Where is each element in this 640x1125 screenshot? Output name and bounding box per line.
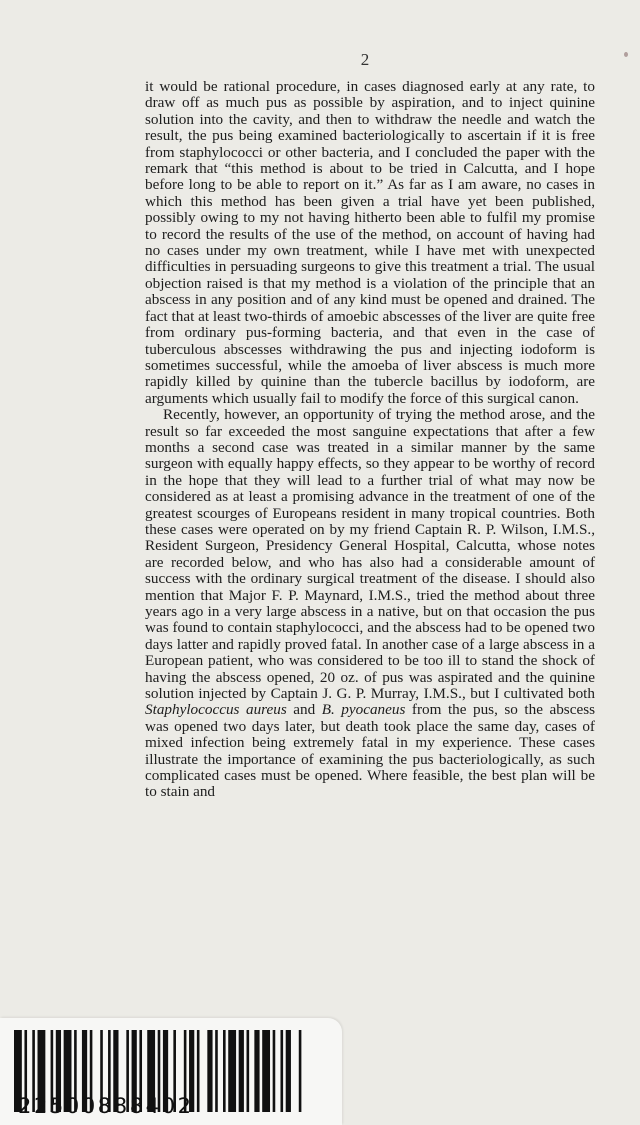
connector-text: and [286, 701, 322, 719]
page-number: 2 [360, 50, 370, 69]
italic-term-pyocaneus: B. pyocaneus [321, 701, 406, 719]
italic-term-staphylococcus: Staphylococcus aureus [145, 701, 287, 719]
paragraph-2 [145, 407, 595, 801]
barcode-number: 22500888402 [18, 1094, 194, 1118]
paragraph-2-start: Recently, however, an opportunity of trying the method arose, and the result so far exceeded the most sanguine expectations that after a few months a second case was treated in a similar manner by the same surgeon with equally happy effects, so they appear to be worthy of record in the hope that they will lead to a further trial of what may now be considered as at least a promising advance in the treatment of one of the greatest scourges of Europeans resident in many tropical countries. Both these cases were operated on by my friend Captain R. P. Wilson, I.M.S., Resident Surgeon, Presidency General Hospital, Calcutta, whose notes are recorded below, and who has also had a considerable amount of success with the ordinary surgical treatment of the disease. I should also mention that Major F. P. Maynard, I.M.S., tried the method about three years ago in a very large abscess in a native, but on that occasion the pus was found to contain staphylococci, and the abscess had to be opened two days latter and rapidly proved fatal. In another case of a large abscess in a European patient, who was considered to be too ill to stand the shock of having the abscess opened, 20 oz. of pus was aspirated and the quinine solution injected by Captain J. G. P. Murray, I.M.S., but I cultivated both [145, 406, 595, 703]
paper-speck [624, 52, 628, 57]
paragraph-1: it would be rational procedure, in cases diagnosed early at any rate, to draw off as much pus as possible by aspiration, and to inject quinine solution into the cavity, and then to withdraw the needle and watch the result, the pus being examined bacteriologically to ascertain if it is free from staphylococci or other bacteria, and I concluded the paper with the remark that “this method is about to be tried in Calcutta, and I hope before long to be able to report on it.” As far as I am aware, no cases in which this method has been given a trial have yet been published, possibly owing to my not having hitherto been able to fulfil my promise to record the results of the use of the method, on account of having had no cases under my own treatment, while I have met with unexpected difficulties in persuading surgeons to give this treatment a trial. The usual objection raised is that my method is a violation of the principle that an abscess in any position and of any kind must be opened and drained. The fact that at least two-thirds of amoebic abscesses of the liver are quite free from ordinary pus-forming bacteria, and that even in the case of tuberculous abscesses withdrawing the pus and injecting iodoform is sometimes successful, while the amoeba of liver abscess is much more rapidly killed by quinine than the tubercle bacillus by iodoform, are arguments which usually fail to modify the force of this surgical canon. [145, 78, 595, 407]
body-text [145, 79, 595, 801]
paragraph-2-tail: from the pus, so the abscess was opened two days later, but death took place the same day, cases of mixed infection being extremely fatal in my experience. These cases illustrate the importance of examining the pus bacteriologically, as such complicated cases must be opened. Where feasible, the best plan will be to stain and [145, 701, 596, 801]
